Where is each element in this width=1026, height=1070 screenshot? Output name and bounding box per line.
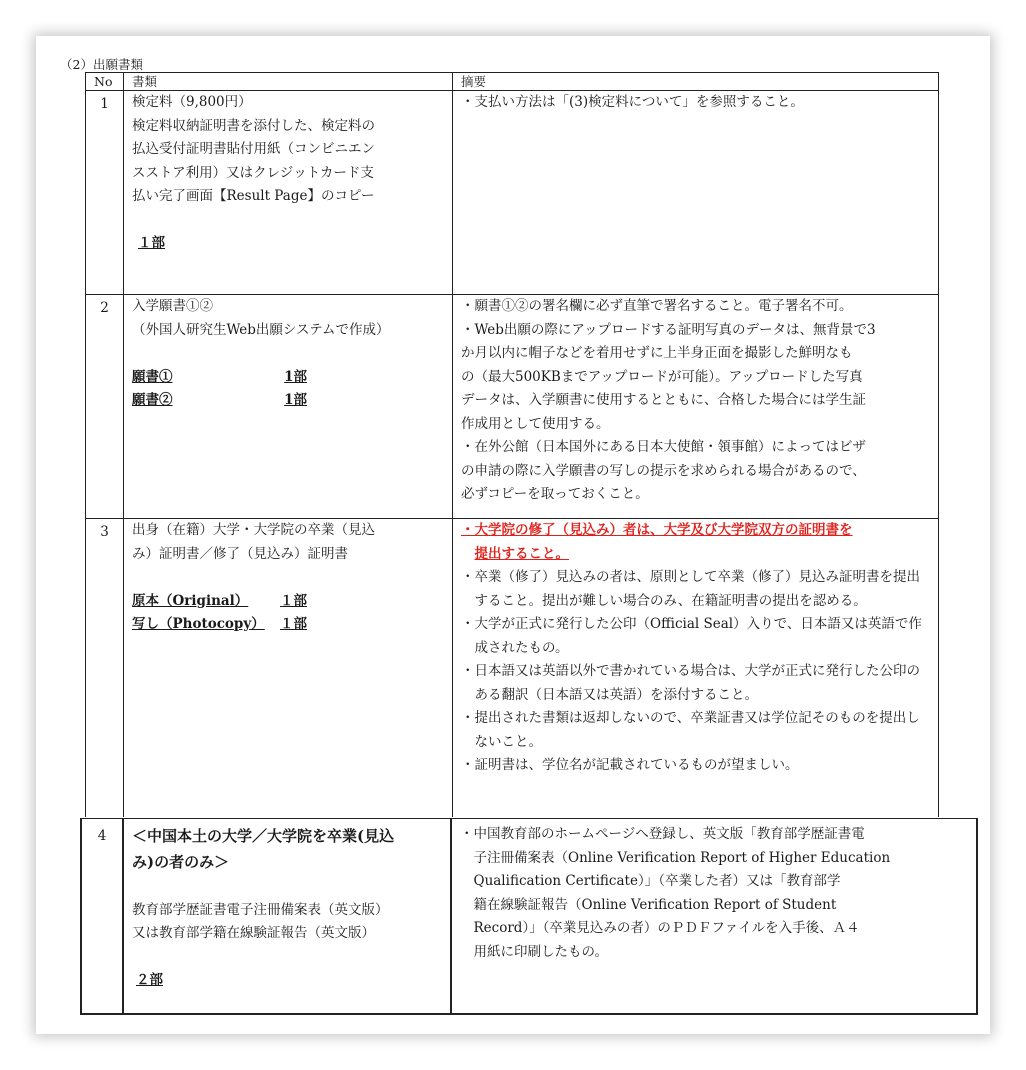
summary-line: 必ずコピーを取っておくこと。 xyxy=(461,486,649,502)
row4-heading: み)の者のみ＞ xyxy=(132,853,230,871)
header-summary: 摘要 xyxy=(453,73,939,91)
summary-line: 作成用として使用する。 xyxy=(461,415,610,432)
doc-line: 出身（在籍）大学・大学院の卒業（見込 xyxy=(132,522,375,538)
header-documents: 書類 xyxy=(124,73,453,91)
table-row xyxy=(81,819,977,1014)
copy-count: 1部 xyxy=(284,392,307,408)
summary-line: の（最大500KBまでアップロードが可能）。アップロードした写真 xyxy=(461,368,863,385)
row4-heading: ＜中国本土の大学／大学院を卒業(見込 xyxy=(132,827,395,845)
copy-line xyxy=(132,366,307,390)
document-cell xyxy=(124,519,453,817)
doc-line: 又は教育部学籍在線験証報告（英文版） xyxy=(132,925,375,941)
summary-line: ・中国教育部のホームページへ登録し、英文版「教育部学歴証書電 xyxy=(460,826,865,842)
summary-cell xyxy=(453,295,939,519)
document-cell xyxy=(124,91,453,295)
copy-label: 写し（Photocopy） xyxy=(132,616,265,632)
copy-label: 原本（Original） xyxy=(132,592,249,609)
summary-line: ・卒業（修了）見込みの者は、原則として卒業（修了）見込み証明書を提出すること。提出が難しい場合のみ、在籍証明書の提出を認める。 xyxy=(461,569,920,609)
summary-line: ・願書①②の署名欄に必ず直筆で署名すること。電子署名不可。 xyxy=(461,298,853,314)
summary-line: ・Web出願の際にアップロードする証明写真のデータは、無背景で3 xyxy=(461,321,876,338)
doc-line: （外国人研究生Web出願システムで作成） xyxy=(132,321,390,338)
copies-count: ２部 xyxy=(136,972,163,988)
summary-line: データは、入学願書に使用するとともに、合格した場合には学生証 xyxy=(461,392,866,408)
document-cell xyxy=(124,295,453,519)
copy-line xyxy=(132,590,307,614)
summary-line: か月以内に帽子などを着用せずに上半身正面を撮影した鮮明なも xyxy=(461,345,853,361)
doc-line: 入学願書①② xyxy=(132,298,213,314)
copy-count: １部 xyxy=(280,592,307,609)
summary-line: 子注冊備案表（Online Verification Report of Higher Education xyxy=(473,849,891,866)
doc-line: 払込受付証明書貼付用紙（コンビニエン xyxy=(132,141,375,157)
table-row xyxy=(86,519,939,817)
row-number: 1 xyxy=(86,91,124,295)
row4-table xyxy=(80,818,978,1015)
doc-line: 教育部学歴証書電子注冊備案表（英文版） xyxy=(132,901,389,918)
summary-cell xyxy=(453,519,939,817)
summary-line: の申請の際に入学願書の写しの提示を求められる場合があるので、 xyxy=(461,462,866,479)
summary-line: ・在外公館（日本国外にある日本大使館・領事館）によってはビザ xyxy=(461,439,866,455)
section-title: （2）出願書類 xyxy=(60,57,143,72)
doc-line: スストア利用）又はクレジットカード支 xyxy=(132,164,374,181)
summary-line: ・支払い方法は「(3)検定料について」を参照すること。 xyxy=(461,94,804,110)
summary-line: ・提出された書類は返却しないので、卒業証書又は学位記そのものを提出しないこと。 xyxy=(461,710,920,750)
summary-line: ・日本語又は英語以外で書かれている場合は、大学が正式に発行した公印のある翻訳（日本語又は英語）を添付すること。 xyxy=(461,663,920,703)
document-cell xyxy=(123,819,451,1014)
summary-line: ・大学が正式に発行した公印（Official Seal）入りで、日本語又は英語で作成されたもの。 xyxy=(461,616,922,656)
summary-cell xyxy=(451,819,977,1014)
copy-line xyxy=(132,613,307,637)
copy-line xyxy=(132,389,307,413)
summary-line: Qualification Certificate）」（卒業した者）又は「教育部学 xyxy=(473,873,841,889)
copy-count: 1部 xyxy=(284,368,307,385)
application-documents-table xyxy=(85,72,939,817)
copy-label: 願書① xyxy=(132,368,173,385)
summary-line: 籍在線験証報告（Online Verification Report of Student xyxy=(473,896,837,913)
red-note: 提出すること。 xyxy=(474,545,569,562)
doc-line: 払い完了画面【Result Page】のコピー xyxy=(132,188,375,204)
copy-label: 願書② xyxy=(132,392,173,408)
copies-count: １部 xyxy=(138,235,165,251)
row-number: 3 xyxy=(86,519,124,817)
table-row xyxy=(86,295,939,519)
header-no: No xyxy=(86,73,124,91)
doc-line: 検定料（9,800円） xyxy=(132,94,252,110)
summary-line: Record）」（卒業見込みの者）のＰＤＦファイルを入手後、Ａ４ xyxy=(473,920,860,936)
summary-line: 用紙に印刷したもの。 xyxy=(473,943,608,960)
doc-line: み）証明書／修了（見込み）証明書 xyxy=(132,545,348,562)
summary-line: ・証明書は、学位名が記載されているものが望ましい。 xyxy=(461,757,799,773)
summary-cell xyxy=(453,91,939,295)
row-number: 2 xyxy=(86,295,124,519)
red-note: ・大学院の修了（見込み）者は、大学及び大学院双方の証明書を xyxy=(461,522,853,538)
doc-line: 検定料収納証明書を添付した、検定料の xyxy=(132,117,375,134)
table-header-row xyxy=(86,73,939,91)
row-number: 4 xyxy=(81,819,123,1014)
table-row xyxy=(86,91,939,295)
copy-count: １部 xyxy=(280,616,307,632)
